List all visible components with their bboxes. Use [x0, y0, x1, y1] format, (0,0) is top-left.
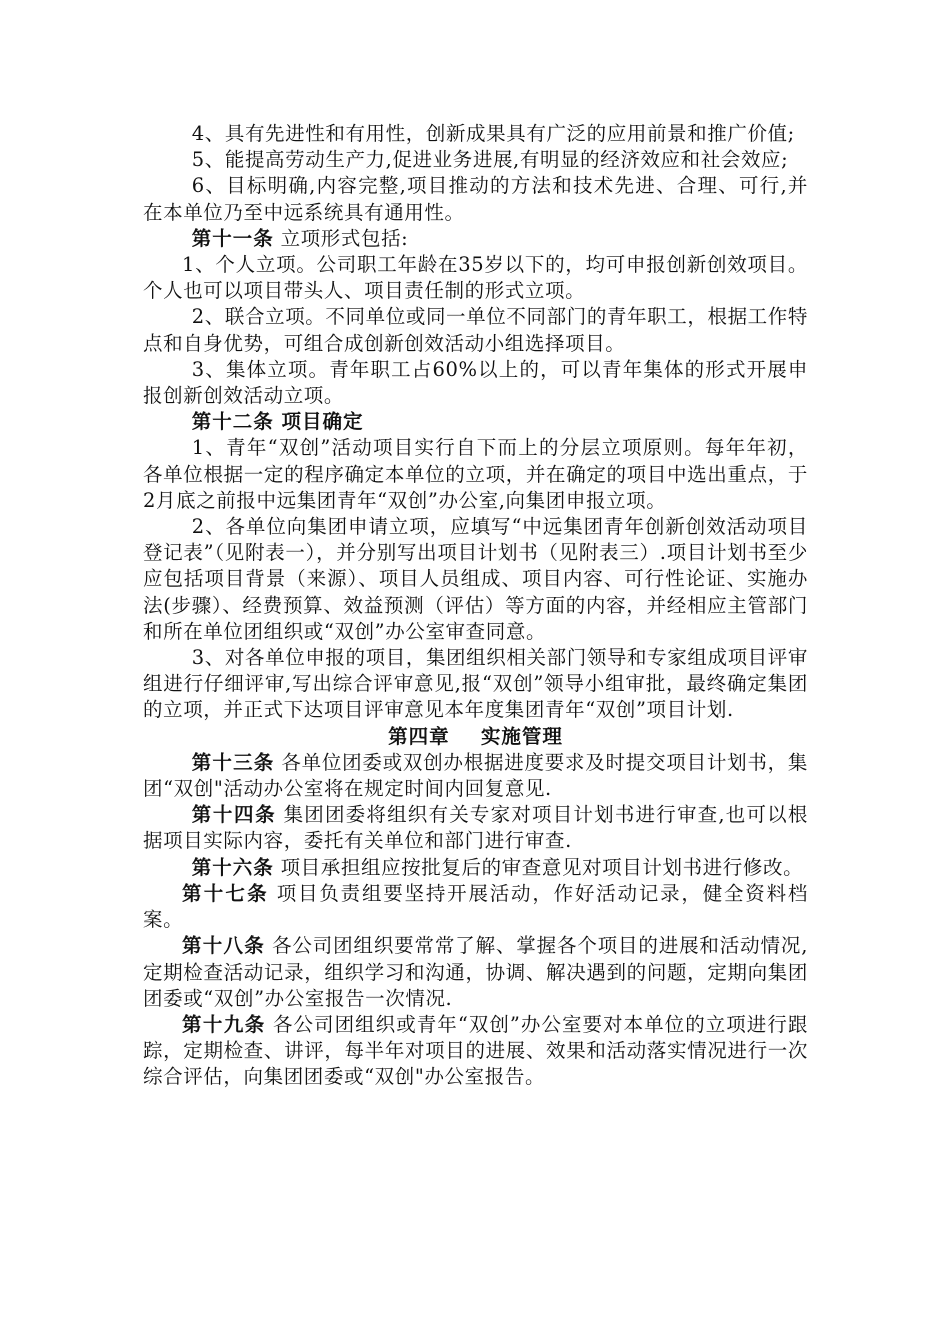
chapter-number: 第四章 — [388, 724, 450, 748]
article-14-heading: 第十四条 — [191, 803, 277, 827]
paragraph-criterion-5: 5、能提高劳动生产力,促进业务进展,有明显的经济效应和社会效应; — [191, 148, 789, 172]
article-16: 第十六条 项目承担组应按批复后的审查意见对项目计划书进行修改。 — [191, 855, 804, 879]
chapter-title: 实施管理 — [480, 724, 563, 748]
article-17: 第十七条 项目负责组要坚持开展活动，作好活动记录，健全资料档案。 — [143, 881, 808, 932]
article-17-heading: 第十七条 — [182, 881, 269, 905]
paragraph-collective-project: 3、集体立项。青年职工占60%以上的，可以青年集体的形式开展申报创新创效活动立项。 — [143, 357, 808, 408]
article-12 — [143, 409, 808, 435]
article-18-heading: 第十八条 — [182, 934, 266, 958]
document-body — [143, 121, 808, 1091]
article-18: 第十八条 各公司团组织要常常了解、掌握各个项目的进展和活动情况,定期检查活动记录，组织学习和沟通，协调、解决遇到的问题，定期向集团团委或“双创”办公室报告一次情况. — [143, 934, 808, 1010]
paragraph-joint-project: 2、联合立项。不同单位或同一单位不同部门的青年职工，根据工作特点和自身优势，可组合成创新创效活动小组选择项目。 — [143, 305, 808, 355]
paragraph-criterion-6: 6、目标明确,内容完整,项目推动的方法和技术先进、合理、可行,并在本单位乃至中远系统具有通用性。 — [143, 174, 808, 224]
article-16-heading: 第十六条 — [191, 855, 274, 879]
article-11-heading: 第十一条 — [191, 226, 274, 250]
article-19: 第十九条 各公司团组织或青年“双创”办公室要对本单位的立项进行跟踪，定期检查、讲评，每半年对项目的进展、效果和活动落实情况进行一次综合评估，向集团团委或“双创"办公室报告。 — [143, 1012, 808, 1089]
article-12-heading: 第十二条 项目确定 — [191, 410, 364, 434]
article-13: 第十三条 各单位团委或双创办根据进度要求及时提交项目计划书，集团“双创"活动办公室将在规定时间内回复意见. — [143, 750, 808, 801]
paragraph-criterion-4: 4、具有先进性和有用性，创新成果具有广泛的应用前景和推广价值; — [191, 122, 795, 145]
article-14: 第十四条 集团团委将组织有关专家对项目计划书进行审查,也可以根据项目实际内容，委托有关单位和部门进行审查. — [143, 803, 808, 853]
paragraph-project-confirm-2: 2、各单位向集团申请立项，应填写“中远集团青年创新创效活动项目登记表”（见附表一），并分别写出项目计划书（见附表三）.项目计划书至少应包括项目背景（来源）、项目人员组成、项目内容、可行性论证、实施办法(步骤）、经费预算、效益预测（评估）等方面的内容，并经相应主管部门和所在单位团组织或“双创”办公室审查同意。 — [143, 515, 808, 643]
paragraph-individual-project: 1、个人立项。公司职工年龄在35岁以下的，均可申报创新创效项目。个人也可以项目带头人、项目责任制的形式立项。 — [143, 253, 808, 303]
article-19-heading: 第十九条 — [182, 1012, 266, 1036]
paragraph-project-confirm-3: 3、对各单位申报的项目，集团组织相关部门领导和专家组成项目评审组进行仔细评审,写出综合评审意见,报“双创”领导小组审批，最终确定集团的立项，并正式下达项目评审意见本年度集团青年“双创”项目计划. — [143, 646, 808, 722]
article-13-heading: 第十三条 — [191, 750, 275, 774]
paragraph-project-confirm-1: 1、青年“双创”活动项目实行自下而上的分层立项原则。每年年初，各单位根据一定的程序确定本单位的立项，并在确定的项目中选出重点，于2月底之前报中远集团青年“双创”办公室,向集团申报立项。 — [143, 436, 808, 512]
article-11: 第十一条 立项形式包括: — [191, 226, 409, 250]
chapter-heading — [143, 724, 808, 750]
